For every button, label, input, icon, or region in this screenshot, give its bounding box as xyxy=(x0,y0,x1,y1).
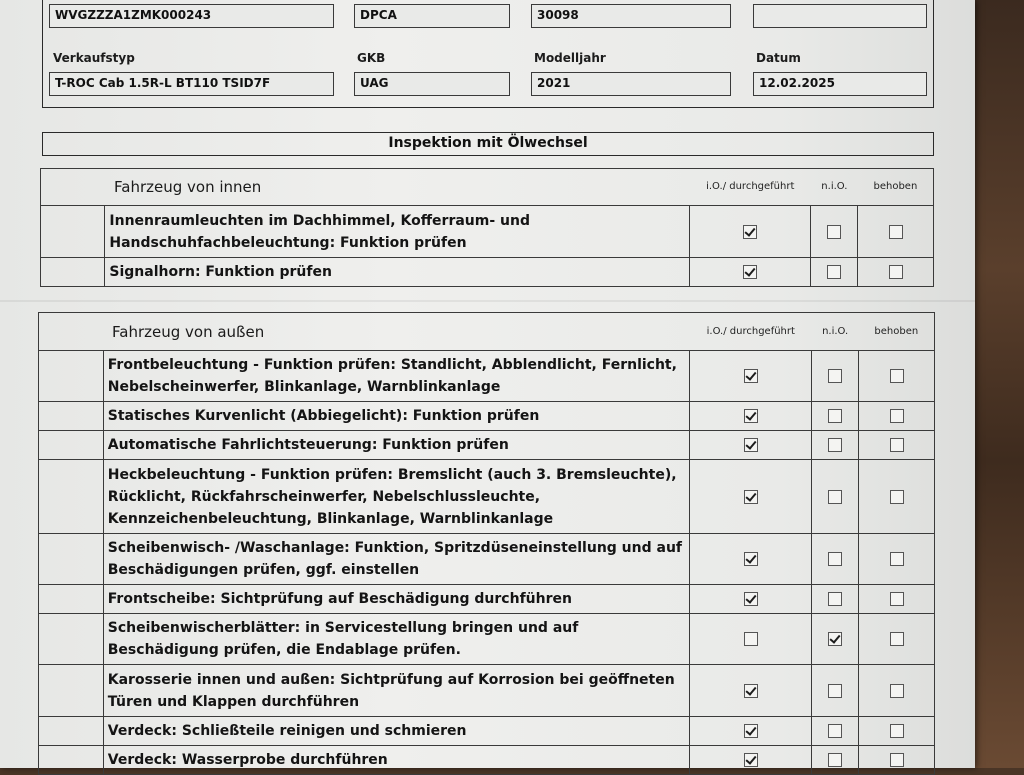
table-row xyxy=(41,258,934,287)
nok-checkbox[interactable] xyxy=(828,552,842,566)
nok-checkbox[interactable] xyxy=(828,753,842,767)
col-ok-header: i.O./ durchgeführt xyxy=(690,169,811,206)
section-title: Fahrzeug von innen xyxy=(41,169,690,206)
fixed-checkbox[interactable] xyxy=(890,438,904,452)
table-row xyxy=(39,402,935,431)
fixed-checkbox[interactable] xyxy=(890,369,904,383)
ok-checkbox[interactable] xyxy=(743,225,757,239)
nok-checkbox[interactable] xyxy=(828,592,842,606)
datum-label: Datum xyxy=(756,51,801,65)
ok-checkbox[interactable] xyxy=(744,409,758,423)
nok-checkbox[interactable] xyxy=(828,684,842,698)
section-title: Fahrzeug von außen xyxy=(39,313,690,351)
nok-checkbox[interactable] xyxy=(828,724,842,738)
task-text: Heckbeleuchtung - Funktion prüfen: Bremslicht (auch 3. Bremsleuchte), Rücklicht, Rückfahrscheinwerfer, Nebelschlussleuchte, Kennzeichenbeleuchtung, Blinkanlage, Warnblinkanlage xyxy=(103,460,690,534)
section-exterior xyxy=(38,312,935,775)
col-fixed-header: behoben xyxy=(858,169,934,206)
ok-checkbox[interactable] xyxy=(744,753,758,767)
blank-field xyxy=(753,4,927,28)
task-text: Statisches Kurvenlicht (Abbiegelicht): Funktion prüfen xyxy=(103,402,690,431)
number-field: 30098 xyxy=(531,4,731,28)
table-row xyxy=(39,717,935,746)
task-text: Karosserie innen und außen: Sichtprüfung auf Korrosion bei geöffneten Türen und Klappen durchführen xyxy=(103,665,690,717)
vehicle-info-box xyxy=(42,0,934,108)
ok-checkbox[interactable] xyxy=(744,552,758,566)
col-fixed-header: behoben xyxy=(859,313,935,351)
fixed-checkbox[interactable] xyxy=(890,592,904,606)
ok-checkbox[interactable] xyxy=(744,724,758,738)
col-nok-header: n.i.O. xyxy=(811,169,858,206)
ok-checkbox[interactable] xyxy=(744,632,758,646)
fixed-checkbox[interactable] xyxy=(890,724,904,738)
fixed-checkbox[interactable] xyxy=(889,225,903,239)
table-row xyxy=(39,460,935,534)
fixed-checkbox[interactable] xyxy=(890,632,904,646)
task-text: Scheibenwisch- /Waschanlage: Funktion, Spritzdüseneinstellung und auf Beschädigungen prüfen, ggf. einstellen xyxy=(103,534,690,585)
verkaufstyp-field: T-ROC Cab 1.5R-L BT110 TSID7F xyxy=(49,72,334,96)
task-text: Verdeck: Wasserprobe durchführen xyxy=(103,746,690,775)
task-text: Innenraumleuchten im Dachhimmel, Kofferraum- und Handschuhfachbeleuchtung: Funktion prüfen xyxy=(105,206,690,258)
col-nok-header: n.i.O. xyxy=(812,313,859,351)
verkaufstyp-label: Verkaufstyp xyxy=(53,51,135,65)
ok-checkbox[interactable] xyxy=(744,490,758,504)
col-ok-header: i.O./ durchgeführt xyxy=(690,313,812,351)
task-text: Automatische Fahrlichtsteuerung: Funktion prüfen xyxy=(103,431,690,460)
vin-field: WVGZZZA1ZMK000243 xyxy=(49,4,334,28)
service-title: Inspektion mit Ölwechsel xyxy=(42,132,934,156)
ok-checkbox[interactable] xyxy=(744,369,758,383)
nok-checkbox[interactable] xyxy=(828,369,842,383)
table-row xyxy=(39,665,935,717)
code-field: DPCA xyxy=(354,4,510,28)
modelljahr-label: Modelljahr xyxy=(534,51,606,65)
section-interior xyxy=(40,168,934,287)
task-text: Scheibenwischerblätter: in Servicestellung bringen und auf Beschädigung prüfen, die Endablage prüfen. xyxy=(103,614,690,665)
gkb-field: UAG xyxy=(354,72,510,96)
fixed-checkbox[interactable] xyxy=(889,265,903,279)
section-header-row xyxy=(39,313,935,351)
ok-checkbox[interactable] xyxy=(744,592,758,606)
datum-field: 12.02.2025 xyxy=(753,72,927,96)
fixed-checkbox[interactable] xyxy=(890,552,904,566)
ok-checkbox[interactable] xyxy=(743,265,757,279)
fixed-checkbox[interactable] xyxy=(890,490,904,504)
modelljahr-field: 2021 xyxy=(531,72,731,96)
table-row xyxy=(39,431,935,460)
nok-checkbox[interactable] xyxy=(828,490,842,504)
section-header-row xyxy=(41,169,934,206)
table-row xyxy=(39,746,935,775)
ok-checkbox[interactable] xyxy=(744,438,758,452)
table-row xyxy=(41,206,934,258)
fixed-checkbox[interactable] xyxy=(890,409,904,423)
table-row xyxy=(39,585,935,614)
gkb-label: GKB xyxy=(357,51,386,65)
table-row xyxy=(39,351,935,402)
fixed-checkbox[interactable] xyxy=(890,684,904,698)
table-row xyxy=(39,534,935,585)
ok-checkbox[interactable] xyxy=(744,684,758,698)
nok-checkbox[interactable] xyxy=(828,409,842,423)
nok-checkbox[interactable] xyxy=(827,265,841,279)
fixed-checkbox[interactable] xyxy=(890,753,904,767)
nok-checkbox[interactable] xyxy=(828,438,842,452)
paper-fold xyxy=(0,300,975,302)
task-text: Signalhorn: Funktion prüfen xyxy=(105,258,690,287)
nok-checkbox[interactable] xyxy=(827,225,841,239)
task-text: Verdeck: Schließteile reinigen und schmieren xyxy=(103,717,690,746)
nok-checkbox[interactable] xyxy=(828,632,842,646)
task-text: Frontbeleuchtung - Funktion prüfen: Standlicht, Abblendlicht, Fernlicht, Nebelscheinwerfer, Blinkanlage, Warnblinkanlage xyxy=(103,351,690,402)
table-row xyxy=(39,614,935,665)
task-text: Frontscheibe: Sichtprüfung auf Beschädigung durchführen xyxy=(103,585,690,614)
